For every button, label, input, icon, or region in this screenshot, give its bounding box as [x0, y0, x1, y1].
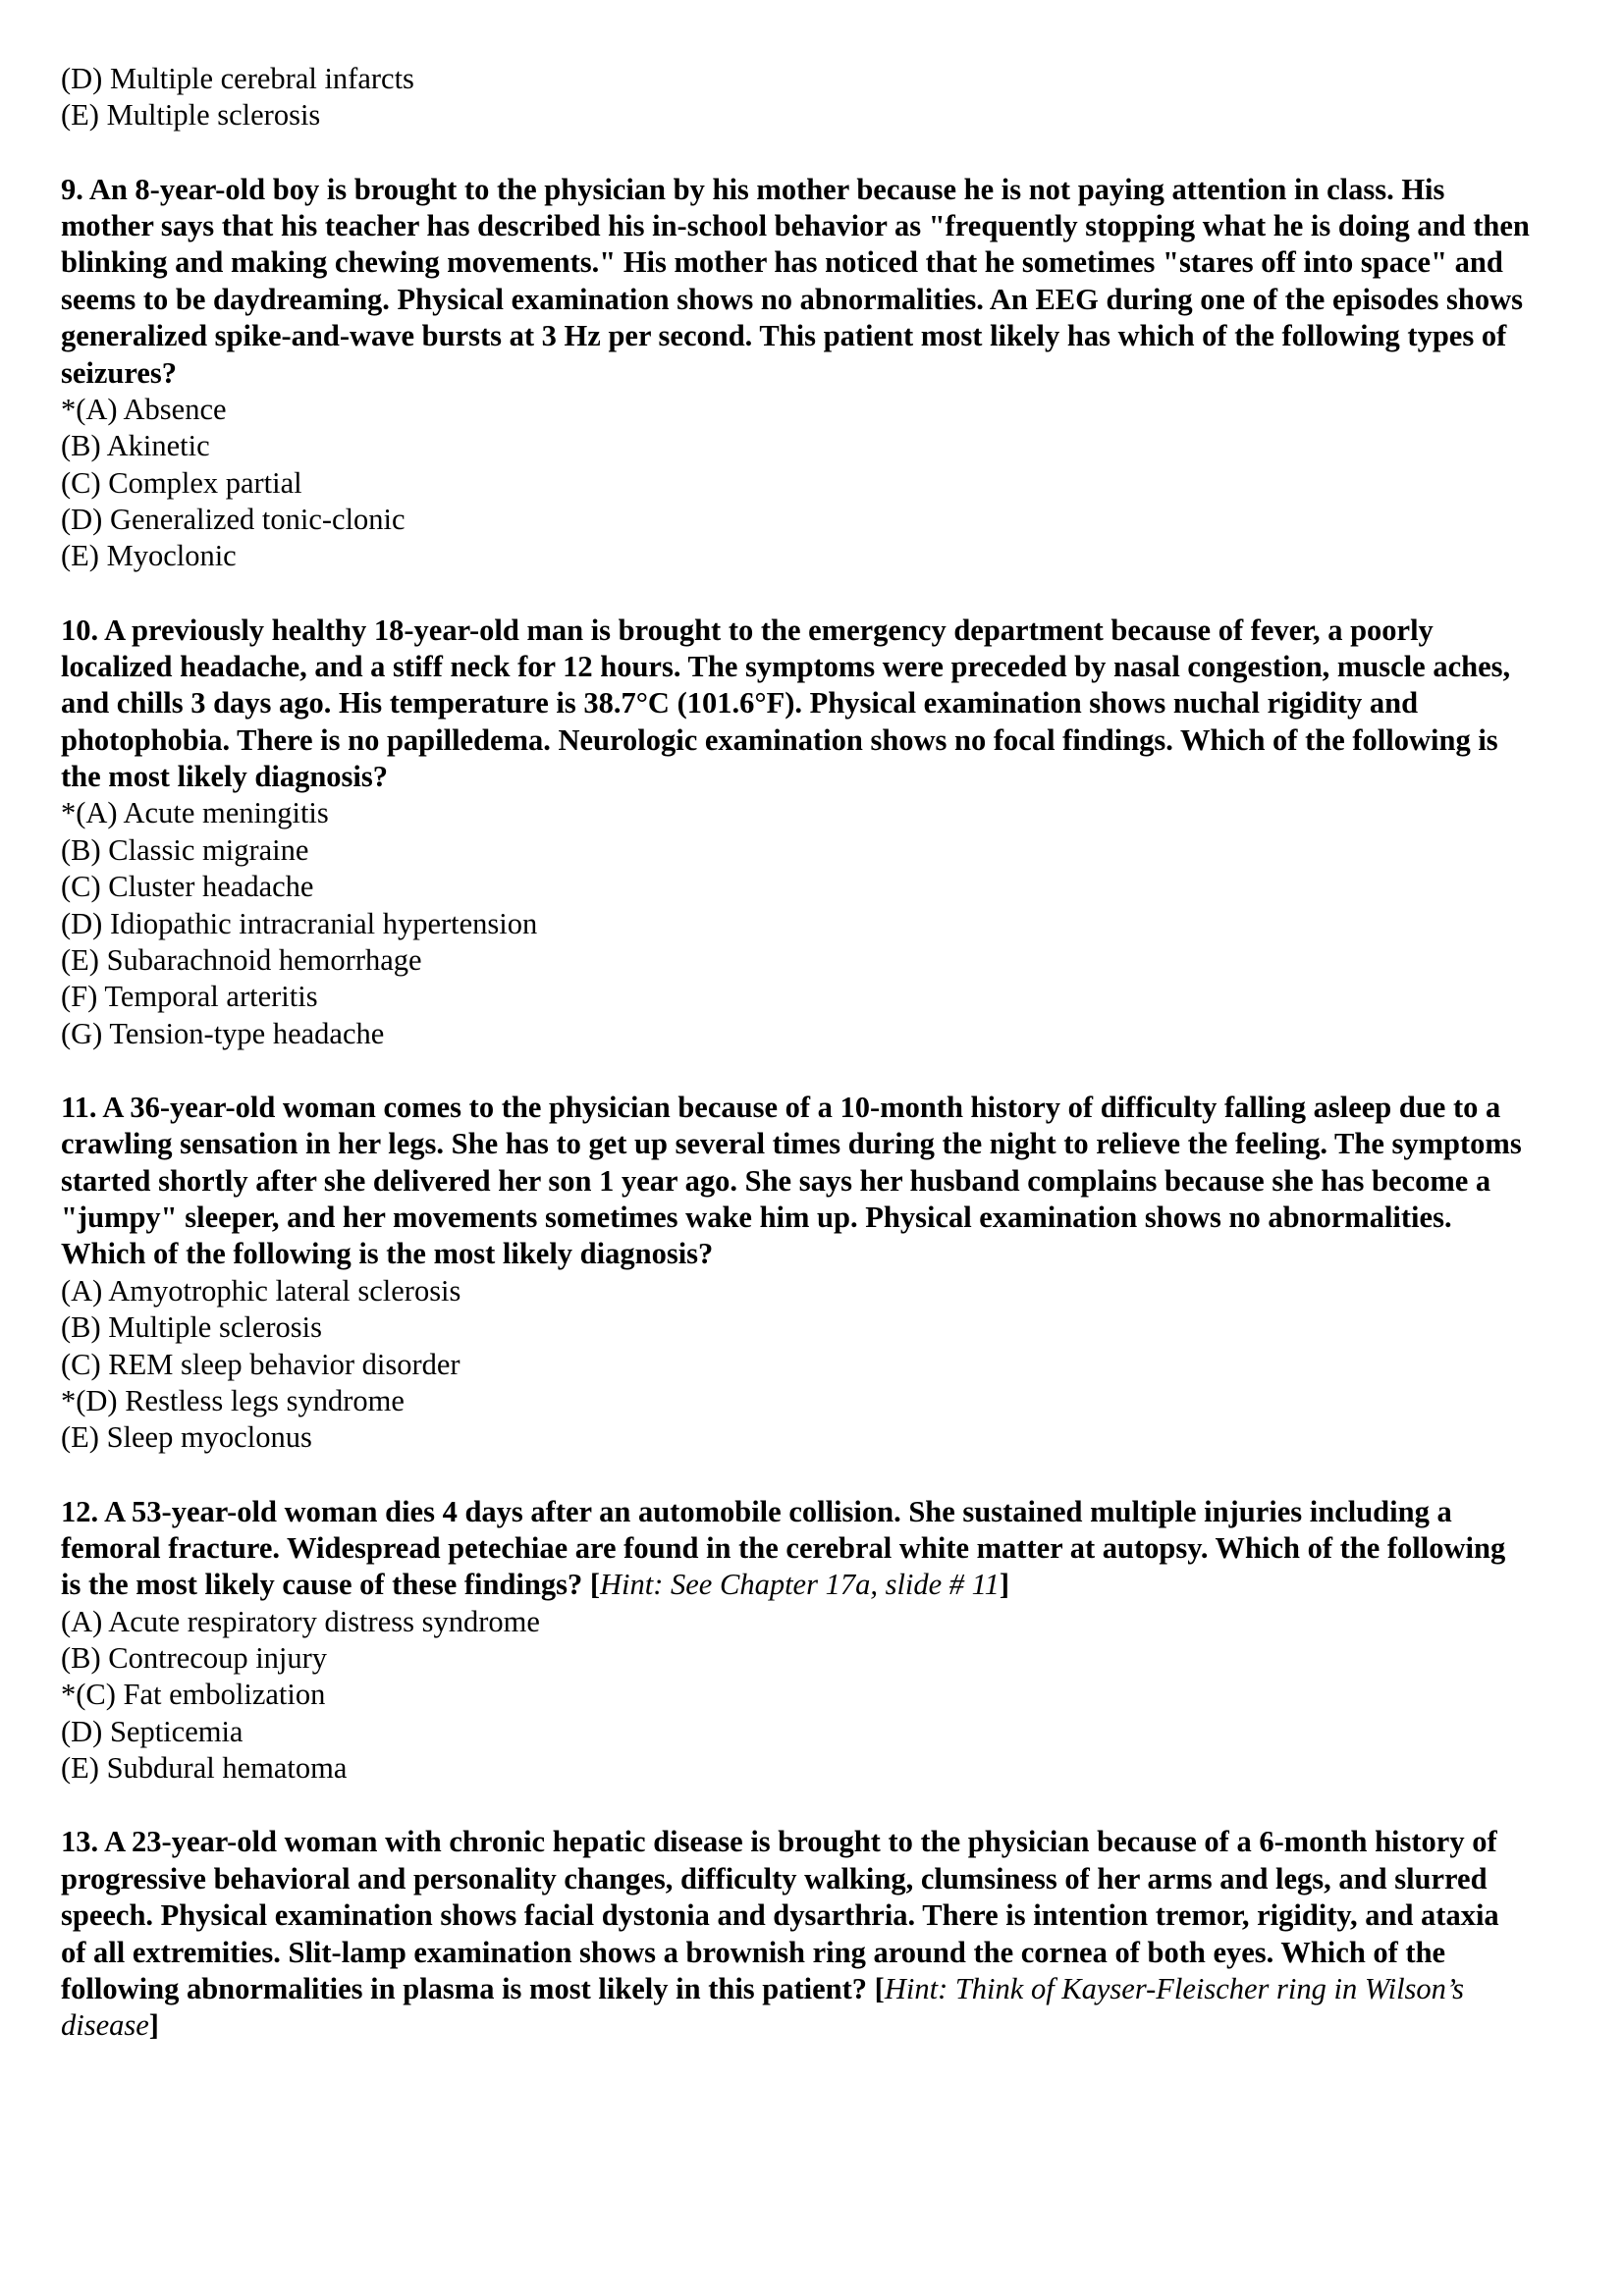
option-line[interactable]: (A) Acute respiratory distress syndrome — [61, 1604, 540, 1638]
option-line: (D) Multiple cerebral infarcts — [61, 62, 414, 95]
question-stem — [61, 1824, 1530, 2044]
answer-options — [61, 1273, 1530, 1457]
hint-close-bracket: ] — [148, 2008, 159, 2043]
option-line[interactable]: (E) Sleep myoclonus — [61, 1420, 312, 1455]
answer-options — [61, 795, 1530, 1052]
option-line[interactable]: (E) Subdural hematoma — [61, 1751, 348, 1786]
option-line[interactable]: (D) Idiopathic intracranial hypertension — [61, 906, 538, 940]
option-line[interactable]: (B) Multiple sclerosis — [61, 1310, 322, 1345]
question-stem: 10. A previously healthy 18-year-old man is brought to the emergency department because of fever, a poorly localized headache, and a stiff neck for 12 hours. The symptoms were preceded by nasal congestion, muscle aches, and chills 3 days ago. His temperature is 38.7°C (101.6°F). Physical examination shows nuchal rigidity and photophobia. There is no papilledema. Neurologic examination shows no focal findings. Which of the following is the most likely diagnosis? — [61, 613, 1518, 794]
continued-options-list — [61, 61, 1530, 134]
hint-open-bracket: [ — [874, 1971, 885, 2005]
answer-options — [61, 1604, 1530, 1788]
question-block-11 — [61, 1090, 1530, 1457]
option-line[interactable]: (C) Complex partial — [61, 465, 302, 500]
option-line[interactable]: (B) Akinetic — [61, 429, 210, 463]
block-spacer — [61, 1787, 1530, 1824]
option-line[interactable]: *(A) Absence — [61, 392, 227, 426]
option-line[interactable]: (G) Tension-type headache — [61, 1016, 385, 1050]
question-hint: Hint: Think of Kayser-Fleischer ring in Wilson’s disease — [61, 1971, 1472, 2043]
hint-close-bracket: ] — [999, 1568, 1010, 1602]
question-stem: 9. An 8-year-old boy is brought to the physician by his mother because he is not paying attention in class. His mother says that his teacher has described his in-school behavior as "frequently stopping what he is doing and then blinking and making chewing movements." His mother has noticed that he sometimes "stares off into space" and seems to be daydreaming. Physical examination shows no abnormalities. An EEG during one of the episodes shows generalized spike-and-wave bursts at 3 Hz per second. This patient most likely has which of the following types of seizures? — [61, 172, 1538, 390]
block-spacer — [61, 134, 1530, 172]
answer-options — [61, 392, 1530, 575]
question-stem: 11. A 36-year-old woman comes to the physician because of a 10-month history of difficulty falling asleep due to a crawling sensation in her legs. She has to get up several times during the night to relieve the feeling. The symptoms started shortly after she delivered her son 1 year ago. She says her husband complains because she has become a "jumpy" sleeper, and her movements sometimes wake him up. Physical examination shows no abnormalities. Which of the following is the most likely diagnosis? — [61, 1090, 1530, 1271]
option-line[interactable]: (E) Subarachnoid hemorrhage — [61, 942, 422, 977]
option-line[interactable]: (A) Amyotrophic lateral sclerosis — [61, 1273, 461, 1308]
option-line[interactable]: (E) Myoclonic — [61, 539, 237, 573]
question-block-12 — [61, 1494, 1530, 1788]
option-line: (E) Multiple sclerosis — [61, 98, 321, 133]
question-stem-text: 12. A 53-year-old woman dies 4 days after an automobile collision. She sustained multiple injuries including a femoral fracture. Widespread petechiae are found in the cerebral white matter at autopsy. Which of the following is the most likely cause of these findings? — [61, 1494, 1513, 1602]
question-block-9 — [61, 172, 1538, 575]
block-spacer — [61, 1457, 1530, 1494]
option-line[interactable]: (B) Contrecoup injury — [61, 1641, 328, 1676]
question-hint: Hint: See Chapter 17a, slide # 11 — [600, 1568, 1000, 1602]
hint-open-bracket: [ — [589, 1568, 601, 1602]
option-line[interactable]: (F) Temporal arteritis — [61, 980, 318, 1014]
option-line[interactable]: (B) Classic migraine — [61, 832, 309, 867]
option-line[interactable]: (C) Cluster headache — [61, 870, 314, 904]
question-stem-text: 13. A 23-year-old woman with chronic hepatic disease is brought to the physician because of a 6-month history of progressive behavioral and personality changes, difficulty walking, clumsiness of her arms and legs, and slurred speech. Physical examination shows facial dystonia and dysarthria. There is intention tremor, rigidity, and ataxia of all extremities. Slit-lamp examination shows a brownish ring around the cornea of both eyes. Which of the following abnormalities in plasma is most likely in this patient? — [61, 1825, 1507, 2005]
option-line[interactable]: *(C) Fat embolization — [61, 1678, 326, 1712]
option-line[interactable]: (C) REM sleep behavior disorder — [61, 1347, 460, 1381]
block-spacer — [61, 1052, 1530, 1090]
question-block-13 — [61, 1824, 1530, 2044]
option-line[interactable]: (D) Septicemia — [61, 1714, 244, 1748]
block-spacer — [61, 575, 1530, 613]
document-body — [61, 61, 1538, 2045]
question-stem — [61, 1494, 1530, 1604]
option-line[interactable]: *(D) Restless legs syndrome — [61, 1383, 405, 1417]
option-line[interactable]: *(A) Acute meningitis — [61, 796, 329, 830]
question-block-10 — [61, 613, 1530, 1052]
option-line[interactable]: (D) Generalized tonic-clonic — [61, 502, 406, 536]
